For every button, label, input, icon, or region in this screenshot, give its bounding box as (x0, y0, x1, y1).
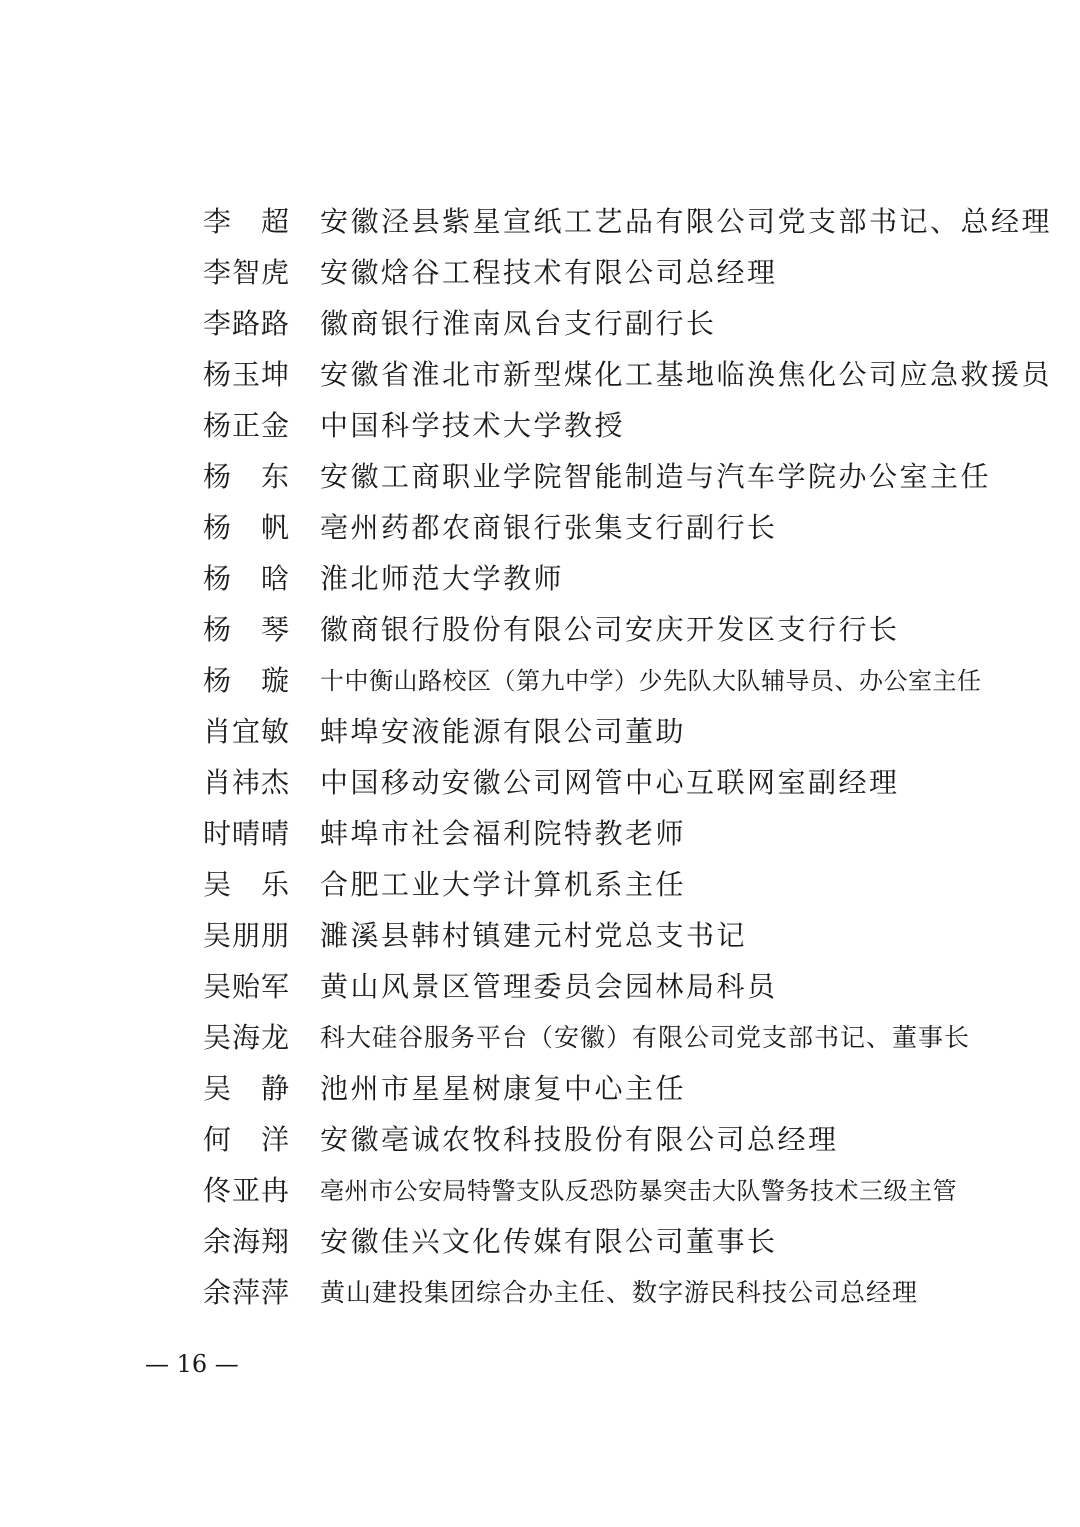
person-role: 中国移动安徽公司网管中心互联网室副经理 (320, 765, 900, 799)
person-role: 亳州市公安局特警支队反恐防暴突击大队警务技术三级主管 (320, 1177, 957, 1205)
person-role: 池州市星星树康复中心主任 (320, 1071, 687, 1105)
person-name: 时晴晴 (203, 816, 291, 850)
list-item (203, 755, 983, 806)
person-role: 安徽亳诚农牧科技股份有限公司总经理 (320, 1122, 839, 1156)
person-role: 十中衡山路校区（第九中学）少先队大队辅导员、办公室主任 (320, 667, 982, 695)
person-role: 中国科学技术大学教授 (320, 408, 626, 442)
person-role: 安徽焓谷工程技术有限公司总经理 (320, 255, 778, 289)
person-name: 杨 东 (203, 459, 291, 493)
list-item (203, 551, 983, 602)
person-role: 安徽泾县紫星宣纸工艺品有限公司党支部书记、总经理 (320, 204, 1053, 238)
list-item (203, 857, 983, 908)
person-name: 吴 静 (203, 1071, 291, 1105)
person-role: 濉溪县韩村镇建元村党总支书记 (320, 918, 748, 952)
person-name: 杨 璇 (203, 663, 291, 697)
person-name: 余海翔 (203, 1224, 291, 1258)
person-name: 杨正金 (203, 408, 291, 442)
page-number: — 16 — (145, 1350, 239, 1378)
person-role: 亳州药都农商银行张集支行副行长 (320, 510, 778, 544)
list-item (203, 449, 992, 500)
person-name: 杨 帆 (203, 510, 291, 544)
person-name: 佟亚冉 (203, 1173, 291, 1207)
list-item (203, 1214, 983, 1265)
person-name: 杨玉坤 (203, 357, 291, 391)
person-role: 科大硅谷服务平台（安徽）有限公司党支部书记、董事长 (320, 1022, 971, 1052)
person-name: 吴 乐 (203, 867, 291, 901)
honoree-list (203, 194, 1053, 1316)
person-name: 肖宜敏 (203, 714, 291, 748)
person-name: 杨 琴 (203, 612, 291, 646)
list-item (203, 500, 983, 551)
person-role: 安徽工商职业学院智能制造与汽车学院办公室主任 (320, 459, 992, 493)
person-name: 肖祎杰 (203, 765, 291, 799)
list-item (203, 806, 983, 857)
person-name: 李 超 (203, 204, 291, 238)
list-item (203, 959, 983, 1010)
person-role: 蚌埠安液能源有限公司董助 (320, 714, 687, 748)
list-item (203, 908, 983, 959)
person-role: 安徽省淮北市新型煤化工基地临涣焦化公司应急救援员 (320, 357, 1053, 391)
person-role: 徽商银行淮南凤台支行副行长 (320, 306, 717, 340)
list-item (203, 602, 983, 653)
list-item (203, 653, 983, 704)
person-name: 李路路 (203, 306, 291, 340)
list-item (203, 1061, 983, 1112)
person-role: 黄山风景区管理委员会园林局科员 (320, 969, 778, 1003)
list-item (203, 347, 1053, 398)
person-role: 合肥工业大学计算机系主任 (320, 867, 687, 901)
person-role: 徽商银行股份有限公司安庆开发区支行行长 (320, 612, 900, 646)
list-item (203, 398, 983, 449)
person-name: 吴朋朋 (203, 918, 291, 952)
list-item (203, 1265, 983, 1316)
person-name: 吴贻军 (203, 969, 291, 1003)
person-role: 黄山建投集团综合办主任、数字游民科技公司总经理 (320, 1277, 919, 1307)
list-item (203, 245, 983, 296)
person-name: 余萍萍 (203, 1275, 291, 1309)
person-role: 淮北师范大学教师 (320, 561, 565, 595)
person-role: 安徽佳兴文化传媒有限公司董事长 (320, 1224, 778, 1258)
person-name: 何 洋 (203, 1122, 291, 1156)
person-name: 李智虎 (203, 255, 291, 289)
list-item (203, 1112, 983, 1163)
person-role: 蚌埠市社会福利院特教老师 (320, 816, 687, 850)
list-item (203, 1010, 983, 1061)
person-name: 杨 晗 (203, 561, 291, 595)
list-item (203, 296, 983, 347)
list-item (203, 704, 983, 755)
person-name: 吴海龙 (203, 1020, 291, 1054)
list-item (203, 1163, 983, 1214)
list-item (203, 194, 1053, 245)
